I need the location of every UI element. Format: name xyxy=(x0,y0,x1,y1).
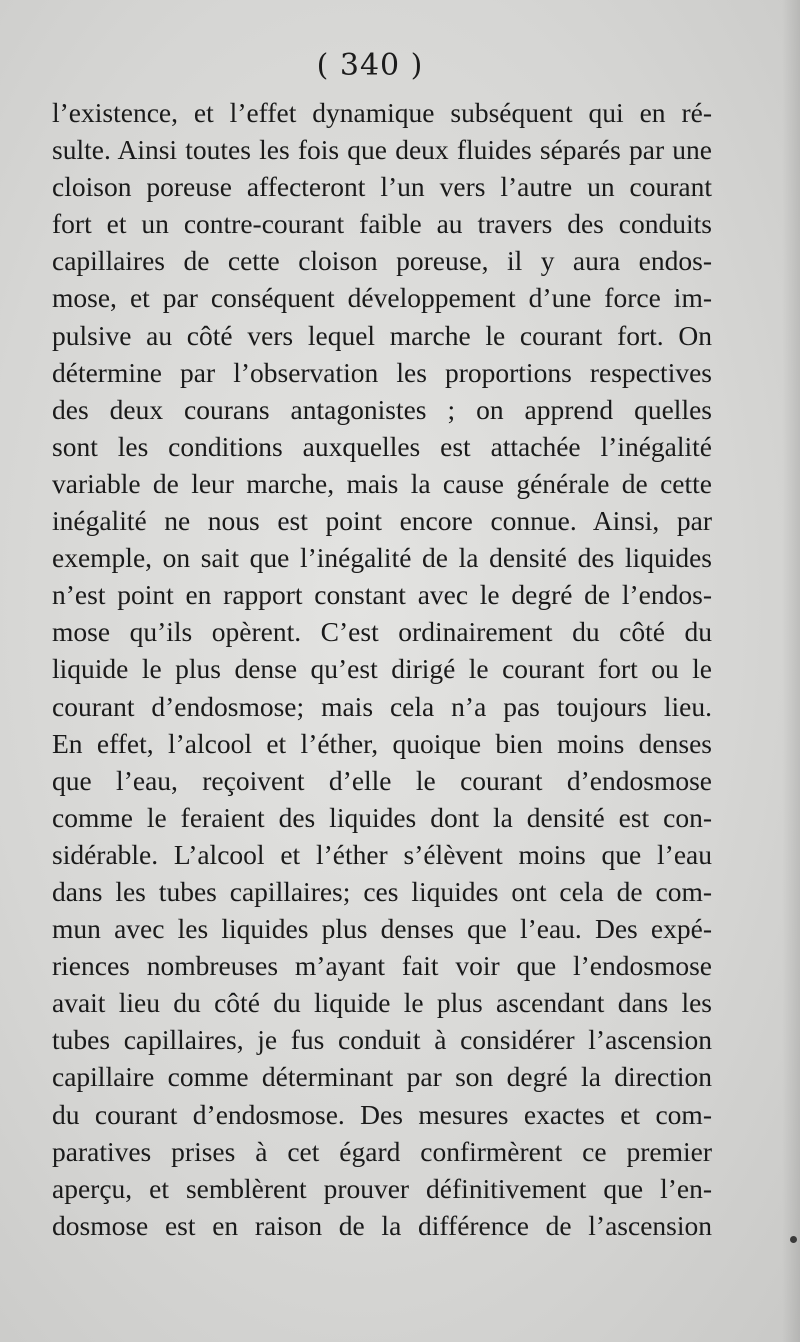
page-edge-shadow xyxy=(782,0,800,1342)
text-line-27: capillaire comme déterminant par son degré la direction xyxy=(52,1061,712,1093)
text-line-4: fort et un contre-courant faible au travers des conduits xyxy=(52,208,712,240)
text-line-14: n’est point en rapport constant avec le degré de l’endos- xyxy=(52,579,712,611)
text-line-19: que l’eau, reçoivent d’elle le courant d’endosmose xyxy=(52,764,712,796)
text-line-8: détermine par l’observation les proportions respectives xyxy=(52,356,712,388)
text-line-1: l’existence, et l’effet dynamique subséquent qui en ré- xyxy=(52,97,712,128)
text-line-23: mun avec les liquides plus denses que l’eau. Des expé- xyxy=(52,913,712,945)
text-line-17: courant d’endosmose; mais cela n’a pas toujours lieu. xyxy=(52,690,712,722)
body-text xyxy=(52,94,712,1244)
text-line-26: tubes capillaires, je fus conduit à considérer l’ascension xyxy=(52,1024,712,1056)
text-line-9: des deux courans antagonistes ; on apprend quelles xyxy=(52,393,712,425)
text-line-16: liquide le plus dense qu’est dirigé le courant fort ou le xyxy=(52,653,712,685)
page-number: ( 340 ) xyxy=(316,48,424,83)
text-line-18: En effet, l’alcool et l’éther, quoique bien moins denses xyxy=(52,727,712,759)
text-line-24: riences nombreuses m’ayant fait voir que l’endosmose xyxy=(52,950,712,982)
text-line-31: dosmose est en raison de la différence de l’ascension xyxy=(52,1209,712,1241)
text-line-10: sont les conditions auxquelles est attachée l’inégalité xyxy=(52,430,712,462)
text-line-30: aperçu, et semblèrent prouver définitivement que l’en- xyxy=(52,1172,712,1204)
text-line-6: mose, et par conséquent développement d’une force im- xyxy=(52,282,712,314)
text-line-11: variable de leur marche, mais la cause générale de cette xyxy=(52,467,712,499)
text-line-20: comme le feraient des liquides dont la densité est con- xyxy=(52,801,712,833)
text-line-12: inégalité ne nous est point encore connue. Ainsi, par xyxy=(52,505,712,537)
text-line-3: cloison poreuse affecteront l’un vers l’autre un courant xyxy=(52,171,712,203)
text-line-25: avait lieu du côté du liquide le plus ascendant dans les xyxy=(52,987,712,1019)
text-line-22: dans les tubes capillaires; ces liquides ont cela de com- xyxy=(52,875,712,907)
text-line-13: exemple, on sait que l’inégalité de la densité des liquides xyxy=(52,542,712,574)
text-line-7: pulsive au côté vers lequel marche le courant fort. On xyxy=(52,319,712,351)
text-line-15: mose qu’ils opèrent. C’est ordinairement du côté du xyxy=(52,616,712,648)
ink-spot xyxy=(790,1236,797,1243)
text-line-21: sidérable. L’alcool et l’éther s’élèvent moins que l’eau xyxy=(52,838,712,870)
text-line-28: du courant d’endosmose. Des mesures exactes et com- xyxy=(52,1098,712,1130)
text-line-29: paratives prises à cet égard confirmèrent ce premier xyxy=(52,1135,712,1167)
text-line-5: capillaires de cette cloison poreuse, il y aura endos- xyxy=(52,245,712,277)
text-line-2: sulte. Ainsi toutes les fois que deux fluides séparés par une xyxy=(52,134,712,166)
